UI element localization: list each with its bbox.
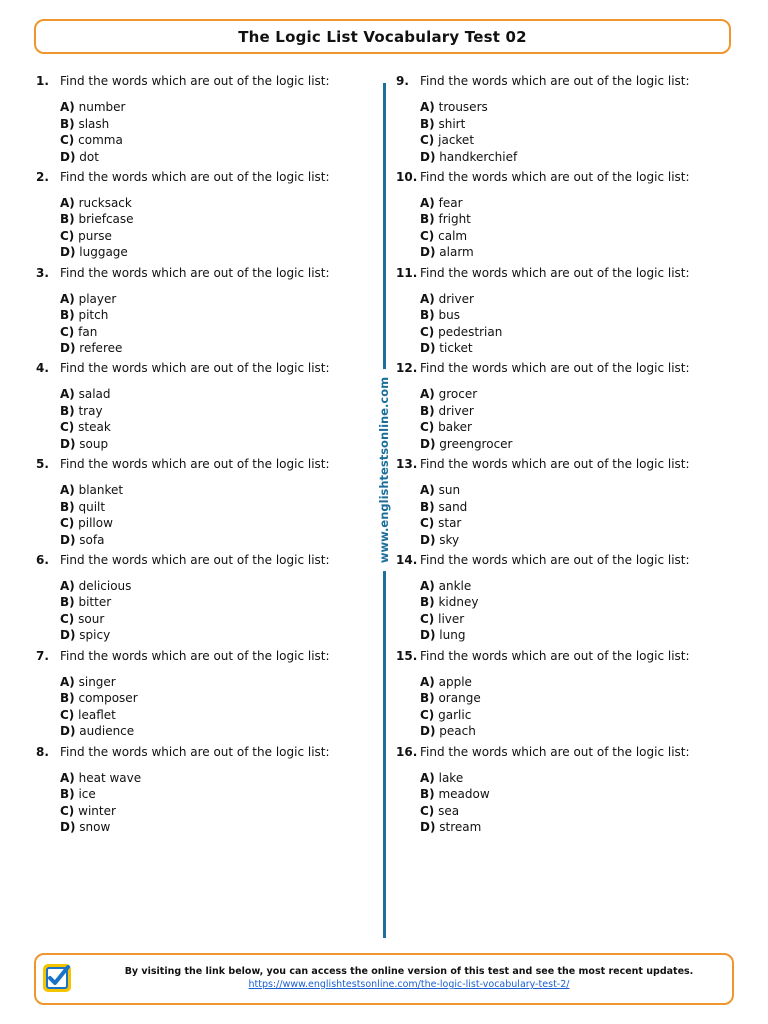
option-text: spicy — [79, 628, 111, 643]
answer-option — [60, 707, 366, 724]
option-text: handkerchief — [439, 149, 518, 164]
option-letter: C) — [420, 707, 435, 722]
answer-option — [420, 436, 726, 453]
question-header — [396, 73, 726, 89]
option-letter: C) — [420, 133, 435, 147]
answer-option — [60, 132, 366, 149]
title-box — [34, 19, 731, 54]
option-text: purse — [78, 228, 112, 243]
answer-options — [420, 195, 726, 261]
option-text: ankle — [438, 578, 472, 593]
answer-option — [60, 723, 366, 740]
option-letter: C) — [420, 228, 435, 243]
question-header — [36, 169, 366, 185]
question-text: Find the words which are out of the logic list: — [420, 744, 690, 759]
option-text: dot — [79, 149, 99, 164]
answer-option — [420, 594, 726, 611]
option-letter: D) — [60, 628, 76, 643]
question-header — [36, 73, 366, 89]
question-header — [36, 456, 366, 472]
answer-option — [420, 690, 726, 707]
question-header — [396, 169, 726, 185]
answer-option — [60, 499, 366, 516]
questions-column-right — [396, 73, 726, 839]
option-text: singer — [78, 674, 116, 689]
question-text: Find the words which are out of the logic list: — [60, 744, 330, 759]
option-text: meadow — [438, 787, 490, 802]
option-text: sea — [438, 803, 460, 818]
answer-option — [420, 482, 726, 499]
answer-option — [420, 386, 726, 403]
question-item — [36, 73, 366, 169]
answer-option — [60, 611, 366, 628]
answer-option — [420, 195, 726, 212]
question-item — [396, 169, 726, 265]
option-text: shirt — [438, 116, 466, 131]
option-letter: B) — [60, 403, 75, 418]
answer-option — [60, 386, 366, 403]
option-text: composer — [78, 691, 138, 706]
option-letter: D) — [420, 724, 436, 739]
option-letter: D) — [420, 245, 436, 260]
question-header — [36, 744, 366, 760]
checkbox-check-icon — [40, 961, 74, 995]
question-text: Find the words which are out of the logic list: — [60, 648, 330, 663]
page-title: The Logic List Vocabulary Test 02 — [238, 27, 527, 46]
option-letter: A) — [420, 195, 435, 210]
question-number: 12. — [396, 361, 418, 376]
question-number: 1. — [36, 74, 49, 88]
answer-option — [60, 228, 366, 245]
question-header — [396, 552, 726, 568]
answer-option — [420, 723, 726, 740]
option-letter: B) — [420, 499, 435, 514]
option-letter: C) — [60, 516, 75, 531]
option-text: pitch — [78, 308, 109, 323]
question-text: Find the words which are out of the logic list: — [60, 74, 330, 88]
question-header — [36, 552, 366, 568]
question-text: Find the words which are out of the logic list: — [60, 361, 330, 376]
option-letter: B) — [60, 212, 75, 227]
option-text: sun — [438, 483, 461, 498]
answer-option — [60, 578, 366, 595]
option-text: luggage — [79, 245, 128, 260]
option-letter: A) — [420, 578, 435, 593]
answer-option — [60, 819, 366, 836]
option-text: orange — [438, 691, 481, 706]
option-letter: D) — [420, 341, 436, 356]
option-text: driver — [438, 291, 474, 306]
answer-option — [420, 99, 726, 116]
option-text: kidney — [438, 595, 479, 610]
option-letter: A) — [60, 195, 75, 210]
question-text: Find the words which are out of the logic list: — [60, 457, 330, 472]
answer-option — [420, 132, 726, 149]
option-letter: B) — [420, 595, 435, 610]
option-text: soup — [79, 436, 109, 451]
question-text: Find the words which are out of the logic list: — [420, 457, 690, 472]
option-letter: A) — [420, 483, 435, 498]
option-letter: D) — [420, 532, 436, 547]
question-number: 5. — [36, 457, 49, 472]
option-letter: A) — [420, 674, 435, 689]
option-letter: D) — [420, 149, 436, 164]
answer-option — [60, 594, 366, 611]
question-item — [396, 552, 726, 648]
option-letter: D) — [60, 149, 76, 164]
option-letter: C) — [60, 420, 75, 435]
answer-option — [60, 99, 366, 116]
option-text: tray — [78, 403, 103, 418]
answer-options — [60, 770, 366, 836]
option-letter: D) — [60, 532, 76, 547]
question-text: Find the words which are out of the logic list: — [60, 265, 330, 280]
answer-option — [420, 116, 726, 133]
question-text: Find the words which are out of the logic list: — [60, 552, 330, 567]
option-text: briefcase — [78, 212, 134, 227]
answer-option — [420, 611, 726, 628]
footer-text — [96, 965, 722, 991]
option-letter: C) — [60, 228, 75, 243]
question-text: Find the words which are out of the logic list: — [60, 169, 330, 184]
answer-option — [420, 770, 726, 787]
option-text: audience — [79, 724, 135, 739]
answer-option — [60, 803, 366, 820]
option-letter: A) — [60, 100, 75, 114]
option-text: lung — [439, 628, 466, 643]
answer-options — [60, 291, 366, 357]
option-letter: C) — [420, 611, 435, 626]
option-text: delicious — [78, 578, 132, 593]
question-item — [36, 360, 366, 456]
option-letter: B) — [60, 499, 75, 514]
option-text: blanket — [78, 483, 124, 498]
answer-options — [420, 770, 726, 836]
option-letter: D) — [60, 245, 76, 260]
question-number: 8. — [36, 744, 49, 759]
answer-option — [420, 515, 726, 532]
option-letter: B) — [60, 116, 75, 131]
question-header — [396, 360, 726, 376]
question-number: 4. — [36, 361, 49, 376]
option-text: greengrocer — [439, 436, 513, 451]
answer-options — [60, 386, 366, 452]
answer-option — [420, 786, 726, 803]
answer-option — [60, 436, 366, 453]
answer-option — [420, 819, 726, 836]
answer-option — [420, 403, 726, 420]
option-text: calm — [438, 228, 468, 243]
answer-option — [60, 482, 366, 499]
answer-option — [420, 244, 726, 261]
footer-notice: By visiting the link below, you can access the online version of this test and see the most recent updates. — [124, 966, 694, 977]
website-side-label: www.englishtestsonline.com — [377, 369, 391, 571]
answer-option — [60, 690, 366, 707]
option-letter: C) — [60, 324, 75, 339]
answer-option — [60, 244, 366, 261]
option-text: sofa — [79, 532, 105, 547]
option-text: steak — [78, 420, 111, 435]
option-text: trousers — [438, 100, 488, 114]
question-item — [36, 265, 366, 361]
answer-option — [60, 419, 366, 436]
answer-options — [420, 291, 726, 357]
question-item — [36, 456, 366, 552]
option-letter: A) — [420, 100, 435, 114]
option-letter: B) — [60, 308, 75, 323]
option-letter: C) — [60, 803, 75, 818]
question-item — [396, 360, 726, 456]
answer-option — [60, 324, 366, 341]
option-letter: A) — [60, 483, 75, 498]
option-text: liver — [438, 611, 465, 626]
answer-option — [60, 211, 366, 228]
question-header — [396, 265, 726, 281]
option-letter: C) — [60, 133, 75, 147]
questions-column-left — [36, 73, 366, 839]
answer-option — [60, 116, 366, 133]
answer-option — [420, 627, 726, 644]
option-text: garlic — [438, 707, 472, 722]
question-text: Find the words which are out of the logic list: — [420, 265, 690, 280]
answer-options — [420, 482, 726, 548]
option-text: ice — [78, 787, 96, 802]
answer-options — [420, 578, 726, 644]
option-text: snow — [79, 820, 111, 835]
answer-option — [60, 515, 366, 532]
option-letter: A) — [420, 387, 435, 402]
option-text: stream — [439, 820, 482, 835]
option-text: fan — [78, 324, 98, 339]
answer-option — [420, 324, 726, 341]
option-text: rucksack — [78, 195, 132, 210]
answer-options — [60, 674, 366, 740]
option-text: star — [438, 516, 462, 531]
answer-option — [420, 211, 726, 228]
question-header — [36, 265, 366, 281]
answer-option — [420, 578, 726, 595]
answer-option — [60, 307, 366, 324]
answer-option — [60, 627, 366, 644]
answer-option — [60, 291, 366, 308]
option-letter: B) — [420, 212, 435, 227]
option-letter: C) — [420, 803, 435, 818]
option-letter: C) — [420, 420, 435, 435]
question-text: Find the words which are out of the logic list: — [420, 648, 690, 663]
option-text: slash — [78, 116, 110, 131]
answer-option — [60, 532, 366, 549]
question-number: 15. — [396, 648, 418, 663]
answer-option — [420, 340, 726, 357]
question-number: 16. — [396, 744, 418, 759]
answer-option — [60, 770, 366, 787]
answer-options — [420, 674, 726, 740]
option-letter: B) — [420, 308, 435, 323]
option-text: bus — [438, 308, 460, 323]
answer-option — [420, 803, 726, 820]
answer-options — [60, 195, 366, 261]
option-letter: A) — [60, 291, 75, 306]
answer-options — [60, 578, 366, 644]
option-letter: B) — [60, 691, 75, 706]
option-letter: D) — [420, 820, 436, 835]
online-test-link[interactable]: https://www.englishtestsonline.com/the-logic-list-vocabulary-test-2/ — [248, 979, 570, 990]
answer-option — [420, 307, 726, 324]
option-text: pedestrian — [438, 324, 503, 339]
question-item — [396, 456, 726, 552]
question-number: 10. — [396, 169, 418, 184]
answer-options — [420, 386, 726, 452]
question-number: 7. — [36, 648, 49, 663]
answer-option — [60, 674, 366, 691]
option-letter: D) — [60, 724, 76, 739]
option-text: winter — [78, 803, 116, 818]
option-letter: A) — [60, 674, 75, 689]
option-letter: D) — [60, 341, 76, 356]
option-text: fright — [438, 212, 471, 227]
option-text: driver — [438, 403, 474, 418]
question-item — [396, 648, 726, 744]
question-header — [396, 648, 726, 664]
option-letter: C) — [60, 611, 75, 626]
question-item — [396, 744, 726, 840]
question-text: Find the words which are out of the logic list: — [420, 361, 690, 376]
question-number: 9. — [396, 74, 409, 88]
question-item — [36, 169, 366, 265]
option-text: baker — [438, 420, 472, 435]
answer-option — [420, 228, 726, 245]
answer-option — [420, 532, 726, 549]
option-text: referee — [79, 341, 123, 356]
option-letter: A) — [420, 291, 435, 306]
question-number: 11. — [396, 265, 418, 280]
answer-option — [420, 149, 726, 166]
question-header — [36, 360, 366, 376]
option-text: alarm — [439, 245, 474, 260]
option-letter: B) — [420, 116, 435, 131]
option-letter: A) — [420, 770, 435, 785]
option-letter: A) — [60, 387, 75, 402]
question-text: Find the words which are out of the logic list: — [420, 169, 690, 184]
question-item — [396, 265, 726, 361]
option-text: sour — [78, 611, 105, 626]
option-text: ticket — [439, 341, 473, 356]
option-text: peach — [439, 724, 476, 739]
answer-option — [60, 195, 366, 212]
question-header — [396, 456, 726, 472]
answer-option — [60, 403, 366, 420]
option-letter: D) — [420, 628, 436, 643]
option-letter: D) — [60, 820, 76, 835]
question-number: 6. — [36, 552, 49, 567]
answer-options — [420, 99, 726, 165]
option-text: bitter — [78, 595, 112, 610]
question-text: Find the words which are out of the logic list: — [420, 552, 690, 567]
answer-options — [60, 99, 366, 165]
option-letter: C) — [420, 516, 435, 531]
question-item — [396, 73, 726, 169]
option-text: apple — [438, 674, 472, 689]
option-text: heat wave — [78, 770, 142, 785]
option-text: pillow — [78, 516, 113, 531]
option-letter: D) — [60, 436, 76, 451]
question-item — [36, 744, 366, 840]
answer-option — [420, 419, 726, 436]
answer-option — [420, 291, 726, 308]
question-header — [396, 744, 726, 760]
answer-option — [60, 340, 366, 357]
question-number: 13. — [396, 457, 418, 472]
option-letter: A) — [60, 770, 75, 785]
option-text: quilt — [78, 499, 106, 514]
option-text: sky — [439, 532, 460, 547]
option-text: leaflet — [78, 707, 116, 722]
question-item — [36, 648, 366, 744]
question-header — [36, 648, 366, 664]
option-letter: C) — [60, 707, 75, 722]
option-letter: B) — [60, 595, 75, 610]
question-number: 2. — [36, 169, 49, 184]
option-text: salad — [78, 387, 111, 402]
option-text: jacket — [438, 133, 475, 147]
answer-option — [420, 707, 726, 724]
option-text: comma — [78, 133, 123, 147]
option-text: number — [78, 100, 126, 114]
question-number: 14. — [396, 552, 418, 567]
answer-option — [420, 499, 726, 516]
answer-option — [60, 149, 366, 166]
option-text: sand — [438, 499, 468, 514]
question-text: Find the words which are out of the logic list: — [420, 74, 690, 88]
answer-options — [60, 482, 366, 548]
option-letter: C) — [420, 324, 435, 339]
footer-box — [34, 953, 734, 1005]
option-letter: B) — [420, 691, 435, 706]
option-letter: D) — [420, 436, 436, 451]
option-letter: A) — [60, 578, 75, 593]
option-letter: B) — [420, 787, 435, 802]
option-text: fear — [438, 195, 463, 210]
question-item — [36, 552, 366, 648]
option-letter: B) — [420, 403, 435, 418]
answer-option — [60, 786, 366, 803]
answer-option — [420, 674, 726, 691]
option-text: player — [78, 291, 117, 306]
option-letter: B) — [60, 787, 75, 802]
question-number: 3. — [36, 265, 49, 280]
option-text: grocer — [438, 387, 478, 402]
option-text: lake — [438, 770, 464, 785]
